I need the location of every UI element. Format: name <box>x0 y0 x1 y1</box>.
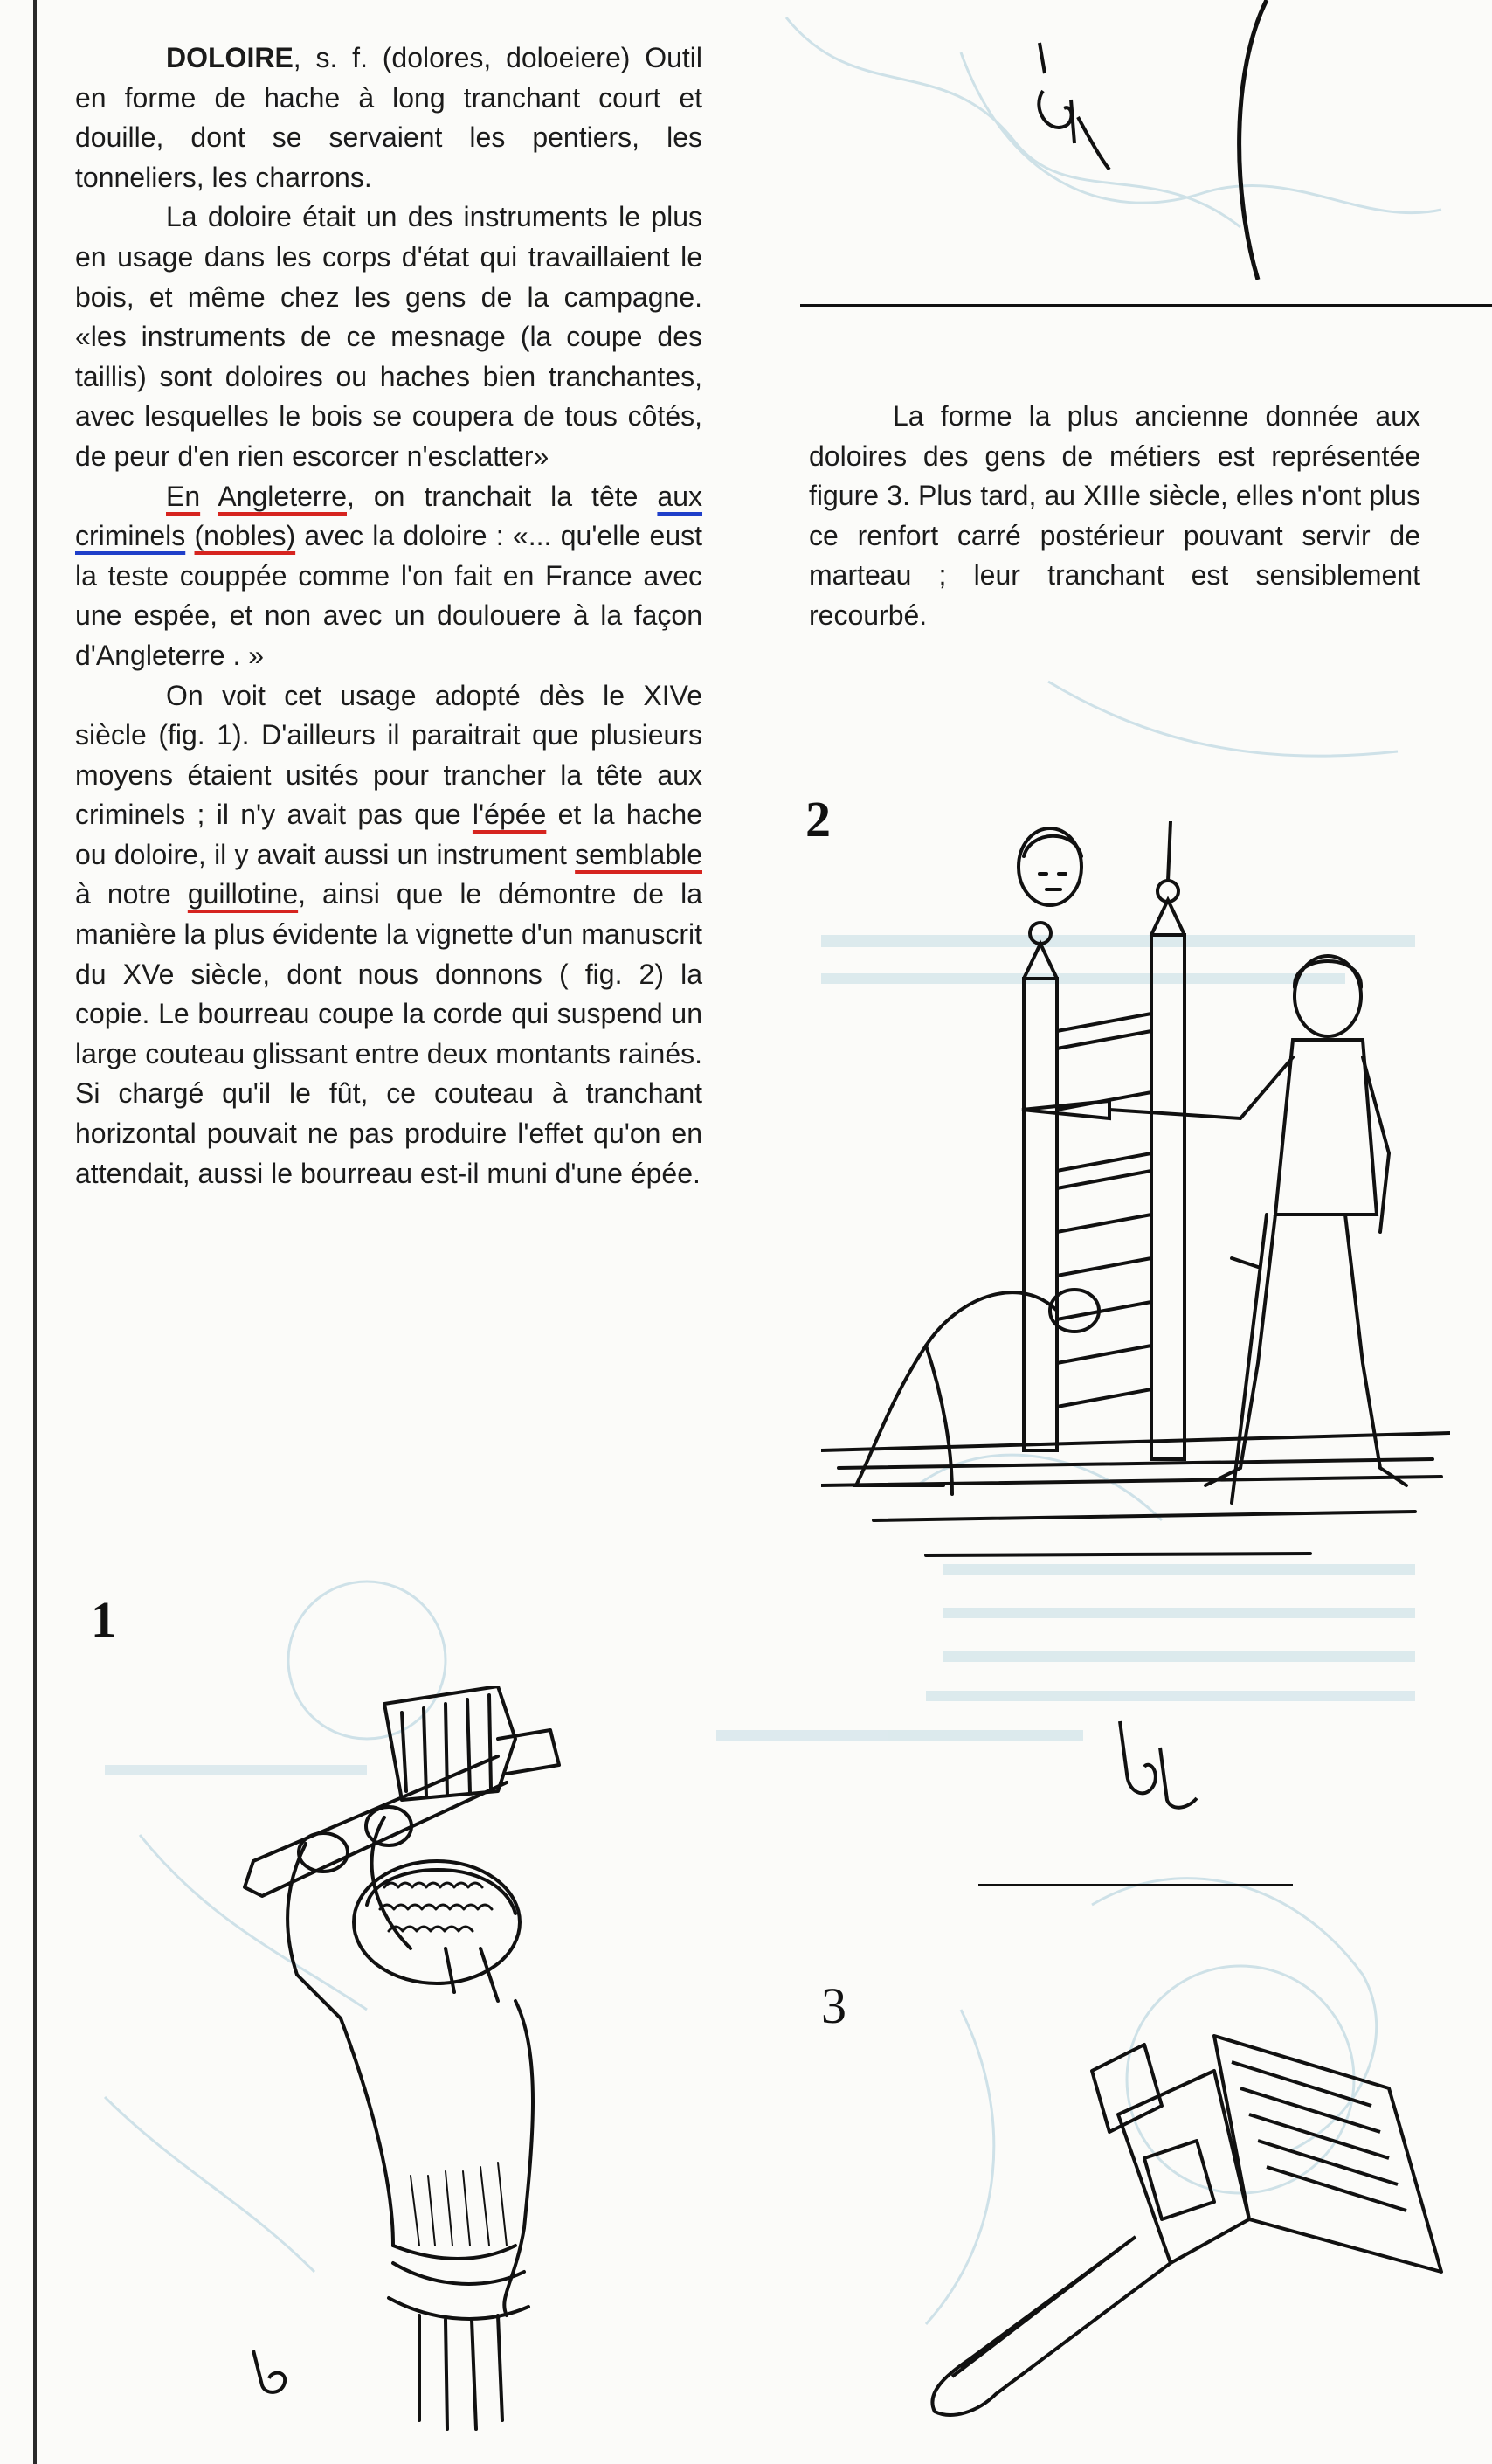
figure-2-label: 2 <box>805 791 831 848</box>
text-segment: , ainsi que le démontre de la manière la plus évidente la vignette d'un manuscrit du XVe siècle, dont nous donnons ( fig. 2) la copie. Le bourreau coupe la corde qui suspend un large couteau glissant entre deux montants rainés. Si chargé qu'il le fût, ce couteau à tranchant horizontal pouvait ne pas produire l'effet qu'on en attendait, aussi le bourreau est-il muni d'une épée. <box>75 878 703 1189</box>
paragraph-guillotine <box>75 676 702 1194</box>
right-column <box>809 397 1420 636</box>
ornament-signature-top <box>1022 38 1127 170</box>
definition-text: , s. f. (dolores, doloeiere) Outil en forme de hache à long tranchant court et douille, dont se servaient les pentiers, les tonneliers, les charrons. <box>75 42 702 193</box>
ornament-signature-bottom <box>245 2342 297 2403</box>
left-column <box>75 38 702 1194</box>
paragraph-usage: La doloire était un des instruments le plus en usage dans les corps d'état qui travaillaient le bois, et même chez les gens de la campagne. «les instruments de ce mesnage (la coupe des taillis) sont doloires ou haches bien tranchantes, avec lesquelles le bois se coupera de tous côtés, de peur d'en rien escorcer n'esclatter» <box>75 201 702 472</box>
text-segment: , on tranchait la tête <box>347 480 658 512</box>
figure-3-label: 3 <box>821 1977 846 2034</box>
figure-1-label: 1 <box>91 1591 116 1648</box>
figure-3-doloire-illustration <box>882 2010 1459 2429</box>
annotated-word-epee: l'épée <box>472 799 547 831</box>
annotated-word-semblable: semblable <box>575 838 702 870</box>
figure-2-guillotine-illustration <box>821 821 1450 1590</box>
paragraph-forms: La forme la plus ancienne donnée aux doloires des gens de métiers est représentée figure 3. Plus tard, au XIIIe siècle, elles n'ont plus ce renfort carré postérieur pouvant servir de marteau ; leur tranchant est sensiblement recourbé. <box>809 400 1420 631</box>
section-divider-top <box>800 304 1492 307</box>
page-spine-edge <box>33 0 37 2464</box>
ornament-signature-middle <box>1109 1713 1205 1817</box>
decorative-arc <box>1214 0 1284 280</box>
text-segment: On voit cet usage adopté dès le XIVe siècle (fig. 1). D'ailleurs il paraitrait que plusieurs moyens étaient usités pour trancher la tête aux criminels ; il n'y avait pas que <box>75 679 702 831</box>
section-divider-middle <box>978 1884 1293 1886</box>
annotated-word-aux: aux <box>657 480 703 512</box>
annotated-word-en: En <box>166 480 201 512</box>
annotated-word-angleterre: Angleterre <box>218 480 347 512</box>
annotated-word-guillotine: guillotine <box>187 878 299 910</box>
figure-1-executioner-axe-illustration <box>236 1686 708 2447</box>
entry-definition <box>75 38 702 197</box>
headword: DOLOIRE <box>166 42 294 73</box>
paragraph-england <box>75 477 702 676</box>
text-segment: et la hache ou doloire, il y avait aussi un instrument <box>75 799 703 870</box>
text-segment: à notre <box>75 878 188 910</box>
annotated-word-criminels: criminels <box>75 520 186 552</box>
text-segment: avec la doloire : «... qu'elle eust la teste couppée comme l'on fait en France avec une espée, et non avec un doulouere à la façon d'Angleterre . » <box>75 520 703 671</box>
annotated-word-nobles: (nobles) <box>194 520 296 552</box>
